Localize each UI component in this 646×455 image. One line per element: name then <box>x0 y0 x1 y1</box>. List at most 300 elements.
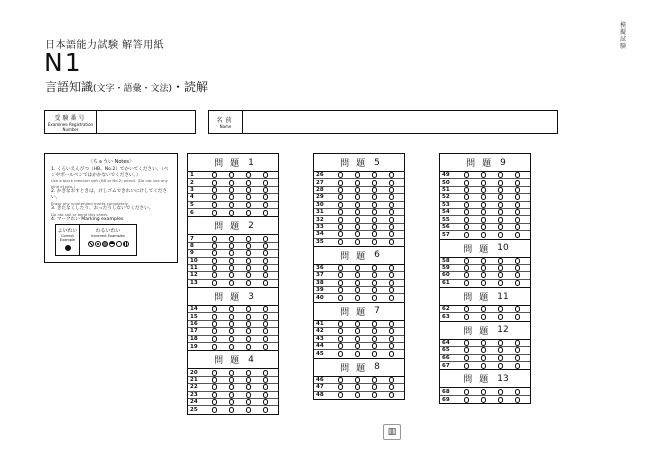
answer-bubble-4[interactable] <box>389 336 394 342</box>
answer-bubble-4[interactable] <box>515 363 520 369</box>
answer-bubble-3[interactable] <box>246 258 251 264</box>
answer-bubble-1[interactable] <box>464 194 469 200</box>
answer-bubble-3[interactable] <box>372 321 377 327</box>
answer-bubble-2[interactable] <box>481 258 486 264</box>
answer-bubble-3[interactable] <box>246 306 251 312</box>
answer-bubble-4[interactable] <box>263 314 268 320</box>
answer-bubble-4[interactable] <box>389 239 394 245</box>
answer-bubble-2[interactable] <box>355 384 360 390</box>
answer-bubble-3[interactable] <box>372 187 377 193</box>
answer-bubble-1[interactable] <box>338 272 343 278</box>
answer-bubble-1[interactable] <box>464 232 469 238</box>
answer-bubble-1[interactable] <box>212 407 217 413</box>
answer-bubble-1[interactable] <box>212 280 217 286</box>
answer-bubble-4[interactable] <box>263 187 268 193</box>
answer-bubble-1[interactable] <box>464 397 469 403</box>
answer-bubble-1[interactable] <box>464 180 469 186</box>
answer-bubble-2[interactable] <box>481 389 486 395</box>
answer-bubble-1[interactable] <box>212 180 217 186</box>
answer-bubble-1[interactable] <box>338 172 343 178</box>
answer-bubble-4[interactable] <box>389 194 394 200</box>
answer-bubble-3[interactable] <box>498 340 503 346</box>
answer-bubble-1[interactable] <box>212 370 217 376</box>
answer-bubble-2[interactable] <box>355 180 360 186</box>
answer-bubble-2[interactable] <box>355 172 360 178</box>
answer-bubble-4[interactable] <box>389 280 394 286</box>
answer-bubble-2[interactable] <box>355 231 360 237</box>
answer-bubble-1[interactable] <box>464 217 469 223</box>
level-label: N1 <box>44 48 83 77</box>
answer-bubble-4[interactable] <box>263 236 268 242</box>
question-number: 64 <box>442 340 450 347</box>
answer-bubble-3[interactable] <box>372 280 377 286</box>
answer-bubble-1[interactable] <box>212 314 217 320</box>
answer-bubble-2[interactable] <box>355 392 360 398</box>
answer-bubble-2[interactable] <box>229 180 234 186</box>
question-block <box>314 154 404 247</box>
answer-bubble-4[interactable] <box>263 407 268 413</box>
answer-bubble-3[interactable] <box>246 344 251 350</box>
answer-bubble-3[interactable] <box>246 194 251 200</box>
answer-bubble-3[interactable] <box>498 232 503 238</box>
answer-bubble-2[interactable] <box>355 336 360 342</box>
answer-bubble-2[interactable] <box>481 355 486 361</box>
answer-bubble-2[interactable] <box>229 236 234 242</box>
answer-bubble-4[interactable] <box>389 187 394 193</box>
answer-bubble-3[interactable] <box>372 295 377 301</box>
answer-bubble-2[interactable] <box>355 202 360 208</box>
answer-bubble-4[interactable] <box>515 202 520 208</box>
answer-bubble-2[interactable] <box>355 224 360 230</box>
answer-bubble-2[interactable] <box>481 397 486 403</box>
answer-bubble-2[interactable] <box>481 363 486 369</box>
answer-bubble-2[interactable] <box>229 280 234 286</box>
answer-bubble-4[interactable] <box>263 280 268 286</box>
answer-bubble-2[interactable] <box>229 321 234 327</box>
answer-bubble-2[interactable] <box>229 336 234 342</box>
answer-bubble-2[interactable] <box>229 306 234 312</box>
answer-bubble-2[interactable] <box>481 224 486 230</box>
answer-bubble-4[interactable] <box>389 217 394 223</box>
question-number: 10 <box>190 257 198 264</box>
answer-bubble-4[interactable] <box>515 187 520 193</box>
answer-bubble-1[interactable] <box>338 328 343 334</box>
answer-bubble-4[interactable] <box>515 232 520 238</box>
answer-bubble-1[interactable] <box>338 384 343 390</box>
answer-bubble-4[interactable] <box>515 258 520 264</box>
answer-bubble-1[interactable] <box>464 272 469 278</box>
answer-bubble-4[interactable] <box>515 209 520 215</box>
answer-bubble-2[interactable] <box>481 306 486 312</box>
answer-bubble-2[interactable] <box>481 209 486 215</box>
answer-bubble-2[interactable] <box>229 202 234 208</box>
answer-bubble-4[interactable] <box>263 272 268 278</box>
answer-options <box>332 187 404 193</box>
answer-bubble-3[interactable] <box>372 224 377 230</box>
answer-bubble-3[interactable] <box>498 172 503 178</box>
answer-bubble-4[interactable] <box>263 328 268 334</box>
answer-bubble-1[interactable] <box>464 280 469 286</box>
answer-bubble-4[interactable] <box>515 217 520 223</box>
answer-bubble-3[interactable] <box>498 217 503 223</box>
answer-bubble-3[interactable] <box>498 314 503 320</box>
name-field[interactable] <box>243 111 557 133</box>
answer-bubble-4[interactable] <box>389 377 394 383</box>
answer-bubble-2[interactable] <box>229 210 234 216</box>
answer-bubble-1[interactable] <box>338 336 343 342</box>
answer-bubble-3[interactable] <box>246 280 251 286</box>
answer-bubble-2[interactable] <box>229 272 234 278</box>
answer-bubble-1[interactable] <box>338 265 343 271</box>
answer-bubble-4[interactable] <box>263 172 268 178</box>
answer-bubble-3[interactable] <box>372 377 377 383</box>
answer-bubble-4[interactable] <box>263 265 268 271</box>
answer-bubble-4[interactable] <box>389 321 394 327</box>
answer-bubble-3[interactable] <box>246 384 251 390</box>
answer-bubble-1[interactable] <box>464 172 469 178</box>
answer-bubble-1[interactable] <box>338 239 343 245</box>
answer-row <box>188 399 278 406</box>
answer-bubble-2[interactable] <box>481 180 486 186</box>
answer-bubble-2[interactable] <box>229 265 234 271</box>
answer-options <box>332 202 404 208</box>
answer-bubble-4[interactable] <box>263 321 268 327</box>
answer-options <box>206 250 278 256</box>
answer-bubble-1[interactable] <box>338 202 343 208</box>
answer-bubble-3[interactable] <box>246 392 251 398</box>
answer-bubble-3[interactable] <box>246 314 251 320</box>
answer-bubble-4[interactable] <box>389 265 394 271</box>
answer-bubble-4[interactable] <box>389 384 394 390</box>
answer-bubble-3[interactable] <box>498 180 503 186</box>
answer-bubble-4[interactable] <box>515 389 520 395</box>
answer-bubble-1[interactable] <box>464 389 469 395</box>
answer-bubble-2[interactable] <box>481 172 486 178</box>
answer-bubble-4[interactable] <box>389 172 394 178</box>
answer-bubble-3[interactable] <box>498 265 503 271</box>
answer-options <box>458 397 530 403</box>
answer-bubble-2[interactable] <box>355 265 360 271</box>
answer-bubble-2[interactable] <box>355 194 360 200</box>
answer-bubble-1[interactable] <box>338 209 343 215</box>
answer-bubble-2[interactable] <box>229 377 234 383</box>
answer-bubble-4[interactable] <box>515 355 520 361</box>
answer-bubble-3[interactable] <box>498 187 503 193</box>
answer-bubble-2[interactable] <box>355 328 360 334</box>
answer-bubble-4[interactable] <box>515 272 520 278</box>
note-item-en: Do not soil or bend this sheet. <box>51 211 109 217</box>
answer-bubble-2[interactable] <box>481 340 486 346</box>
answer-bubble-2[interactable] <box>229 187 234 193</box>
answer-bubble-2[interactable] <box>229 392 234 398</box>
answer-bubble-4[interactable] <box>263 194 268 200</box>
answer-bubble-4[interactable] <box>389 351 394 357</box>
answer-bubble-1[interactable] <box>212 194 217 200</box>
answer-bubble-1[interactable] <box>212 202 217 208</box>
answer-bubble-3[interactable] <box>246 399 251 405</box>
answer-bubble-2[interactable] <box>481 202 486 208</box>
answer-bubble-3[interactable] <box>246 236 251 242</box>
answer-bubble-1[interactable] <box>464 202 469 208</box>
answer-bubble-1[interactable] <box>464 347 469 353</box>
question-number: 53 <box>442 201 450 208</box>
answer-bubble-1[interactable] <box>464 355 469 361</box>
answer-bubble-3[interactable] <box>498 363 503 369</box>
answer-bubble-3[interactable] <box>498 258 503 264</box>
answer-bubble-4[interactable] <box>389 343 394 349</box>
answer-bubble-4[interactable] <box>515 180 520 186</box>
answer-bubble-1[interactable] <box>212 172 217 178</box>
answer-bubble-3[interactable] <box>246 328 251 334</box>
answer-bubble-3[interactable] <box>372 392 377 398</box>
answer-bubble-2[interactable] <box>481 265 486 271</box>
answer-bubble-1[interactable] <box>338 280 343 286</box>
answer-bubble-1[interactable] <box>212 187 217 193</box>
answer-bubble-4[interactable] <box>263 258 268 264</box>
answer-bubble-2[interactable] <box>481 217 486 223</box>
answer-bubble-3[interactable] <box>372 272 377 278</box>
answer-bubble-3[interactable] <box>372 384 377 390</box>
answer-bubble-4[interactable] <box>515 224 520 230</box>
answer-bubble-4[interactable] <box>389 231 394 237</box>
answer-bubble-3[interactable] <box>498 202 503 208</box>
answer-bubble-2[interactable] <box>355 280 360 286</box>
answer-bubble-4[interactable] <box>263 243 268 249</box>
answer-bubble-2[interactable] <box>481 272 486 278</box>
answer-bubble-4[interactable] <box>389 328 394 334</box>
answer-bubble-3[interactable] <box>246 377 251 383</box>
answer-bubble-1[interactable] <box>212 243 217 249</box>
answer-bubble-2[interactable] <box>229 250 234 256</box>
answer-bubble-1[interactable] <box>338 321 343 327</box>
answer-bubble-3[interactable] <box>246 250 251 256</box>
answer-bubble-1[interactable] <box>212 399 217 405</box>
answer-bubble-4[interactable] <box>263 250 268 256</box>
answer-bubble-3[interactable] <box>246 407 251 413</box>
answer-bubble-3[interactable] <box>372 194 377 200</box>
answer-bubble-2[interactable] <box>481 280 486 286</box>
answer-bubble-2[interactable] <box>355 209 360 215</box>
answer-bubble-1[interactable] <box>338 343 343 349</box>
answer-bubble-2[interactable] <box>481 194 486 200</box>
answer-bubble-4[interactable] <box>389 209 394 215</box>
answer-bubble-2[interactable] <box>355 287 360 293</box>
answer-bubble-1[interactable] <box>464 209 469 215</box>
answer-bubble-4[interactable] <box>389 202 394 208</box>
answer-bubble-3[interactable] <box>246 187 251 193</box>
answer-bubble-3[interactable] <box>372 336 377 342</box>
answer-bubble-4[interactable] <box>389 180 394 186</box>
answer-bubble-1[interactable] <box>464 340 469 346</box>
answer-bubble-4[interactable] <box>515 397 520 403</box>
answer-bubble-2[interactable] <box>481 232 486 238</box>
answer-bubble-2[interactable] <box>481 347 486 353</box>
answer-bubble-2[interactable] <box>355 321 360 327</box>
answer-bubble-3[interactable] <box>246 202 251 208</box>
answer-bubble-3[interactable] <box>372 231 377 237</box>
answer-bubble-3[interactable] <box>372 172 377 178</box>
question-number: 38 <box>316 279 324 286</box>
answer-bubble-3[interactable] <box>498 397 503 403</box>
answer-bubble-2[interactable] <box>229 370 234 376</box>
answer-bubble-3[interactable] <box>246 321 251 327</box>
question-number: 28 <box>316 186 324 193</box>
answer-bubble-1[interactable] <box>338 392 343 398</box>
answer-bubble-3[interactable] <box>372 343 377 349</box>
answer-bubble-1[interactable] <box>338 351 343 357</box>
answer-bubble-4[interactable] <box>263 399 268 405</box>
answer-bubble-2[interactable] <box>229 344 234 350</box>
answer-bubble-1[interactable] <box>212 265 217 271</box>
answer-bubble-4[interactable] <box>263 384 268 390</box>
answer-bubble-1[interactable] <box>338 187 343 193</box>
answer-bubble-1[interactable] <box>338 194 343 200</box>
answer-bubble-1[interactable] <box>212 392 217 398</box>
answer-bubble-1[interactable] <box>212 272 217 278</box>
answer-bubble-3[interactable] <box>372 180 377 186</box>
block-number: 2 <box>248 220 254 231</box>
answer-bubble-3[interactable] <box>372 265 377 271</box>
answer-bubble-3[interactable] <box>498 272 503 278</box>
answer-bubble-1[interactable] <box>464 314 469 320</box>
answer-bubble-3[interactable] <box>498 347 503 353</box>
answer-bubble-1[interactable] <box>212 384 217 390</box>
answer-bubble-4[interactable] <box>389 224 394 230</box>
answer-bubble-4[interactable] <box>263 377 268 383</box>
answer-bubble-2[interactable] <box>229 407 234 413</box>
answer-bubble-4[interactable] <box>263 202 268 208</box>
answer-bubble-3[interactable] <box>246 180 251 186</box>
answer-bubble-1[interactable] <box>338 287 343 293</box>
answer-bubble-4[interactable] <box>263 370 268 376</box>
answer-bubble-3[interactable] <box>372 351 377 357</box>
answer-bubble-2[interactable] <box>355 295 360 301</box>
question-number: 55 <box>442 216 450 223</box>
answer-bubble-3[interactable] <box>498 389 503 395</box>
answer-bubble-1[interactable] <box>464 224 469 230</box>
answer-bubble-4[interactable] <box>263 392 268 398</box>
answer-bubble-1[interactable] <box>212 344 217 350</box>
answer-bubble-2[interactable] <box>481 314 486 320</box>
answer-bubble-3[interactable] <box>246 210 251 216</box>
answer-options <box>206 392 278 398</box>
answer-bubble-4[interactable] <box>515 265 520 271</box>
answer-bubble-1[interactable] <box>212 258 217 264</box>
examinee-number-field[interactable] <box>97 111 195 133</box>
answer-bubble-1[interactable] <box>338 217 343 223</box>
answer-bubble-1[interactable] <box>338 180 343 186</box>
answer-bubble-2[interactable] <box>355 343 360 349</box>
answer-bubble-3[interactable] <box>498 306 503 312</box>
answer-bubble-1[interactable] <box>212 236 217 242</box>
answer-bubble-2[interactable] <box>229 314 234 320</box>
answer-bubble-4[interactable] <box>515 314 520 320</box>
answer-bubble-3[interactable] <box>372 239 377 245</box>
answer-bubble-2[interactable] <box>355 272 360 278</box>
answer-bubble-1[interactable] <box>338 295 343 301</box>
answer-bubble-4[interactable] <box>515 347 520 353</box>
question-number: 23 <box>190 391 198 398</box>
answer-bubble-1[interactable] <box>212 377 217 383</box>
answer-bubble-2[interactable] <box>355 217 360 223</box>
answer-bubble-2[interactable] <box>229 328 234 334</box>
answer-bubble-1[interactable] <box>212 321 217 327</box>
answer-bubble-3[interactable] <box>498 209 503 215</box>
answer-bubble-4[interactable] <box>263 210 268 216</box>
answer-bubble-1[interactable] <box>464 258 469 264</box>
answer-bubble-4[interactable] <box>515 340 520 346</box>
answer-bubble-2[interactable] <box>355 239 360 245</box>
answer-bubble-3[interactable] <box>498 224 503 230</box>
answer-options <box>206 272 278 278</box>
answer-bubble-1[interactable] <box>464 187 469 193</box>
answer-bubble-4[interactable] <box>515 194 520 200</box>
answer-bubble-3[interactable] <box>246 336 251 342</box>
answer-bubble-1[interactable] <box>212 210 217 216</box>
answer-bubble-2[interactable] <box>229 384 234 390</box>
answer-bubble-1[interactable] <box>464 306 469 312</box>
answer-bubble-4[interactable] <box>515 306 520 312</box>
answer-bubble-3[interactable] <box>372 217 377 223</box>
answer-bubble-3[interactable] <box>372 202 377 208</box>
answer-bubble-3[interactable] <box>372 287 377 293</box>
answer-bubble-2[interactable] <box>229 243 234 249</box>
answer-bubble-4[interactable] <box>389 295 394 301</box>
answer-bubble-4[interactable] <box>389 272 394 278</box>
answer-bubble-3[interactable] <box>246 272 251 278</box>
answer-bubble-3[interactable] <box>498 194 503 200</box>
answer-bubble-3[interactable] <box>372 209 377 215</box>
question-number: 51 <box>442 186 450 193</box>
answer-bubble-1[interactable] <box>338 224 343 230</box>
answer-bubble-3[interactable] <box>498 280 503 286</box>
answer-bubble-3[interactable] <box>246 172 251 178</box>
answer-options <box>458 209 530 215</box>
answer-bubble-3[interactable] <box>246 243 251 249</box>
answer-bubble-1[interactable] <box>212 328 217 334</box>
answer-bubble-2[interactable] <box>229 172 234 178</box>
answer-bubble-4[interactable] <box>263 344 268 350</box>
answer-bubble-4[interactable] <box>263 336 268 342</box>
answer-bubble-4[interactable] <box>515 280 520 286</box>
answer-bubble-2[interactable] <box>229 194 234 200</box>
answer-bubble-2[interactable] <box>355 377 360 383</box>
answer-bubble-4[interactable] <box>389 287 394 293</box>
answer-bubble-3[interactable] <box>246 265 251 271</box>
answer-options <box>206 194 278 200</box>
answer-row <box>188 243 278 250</box>
answer-bubble-1[interactable] <box>464 265 469 271</box>
answer-bubble-2[interactable] <box>229 258 234 264</box>
answer-bubble-1[interactable] <box>212 306 217 312</box>
answer-bubble-2[interactable] <box>355 351 360 357</box>
answer-bubble-3[interactable] <box>498 355 503 361</box>
answer-bubble-1[interactable] <box>212 250 217 256</box>
answer-bubble-1[interactable] <box>338 231 343 237</box>
answer-bubble-2[interactable] <box>355 187 360 193</box>
answer-bubble-4[interactable] <box>515 172 520 178</box>
answer-bubble-4[interactable] <box>389 392 394 398</box>
answer-bubble-2[interactable] <box>481 187 486 193</box>
answer-bubble-3[interactable] <box>372 328 377 334</box>
answer-bubble-3[interactable] <box>246 370 251 376</box>
answer-bubble-4[interactable] <box>263 180 268 186</box>
answer-bubble-1[interactable] <box>464 363 469 369</box>
answer-bubble-1[interactable] <box>338 377 343 383</box>
answer-bubble-1[interactable] <box>212 336 217 342</box>
answer-bubble-4[interactable] <box>263 306 268 312</box>
answer-bubble-2[interactable] <box>229 399 234 405</box>
